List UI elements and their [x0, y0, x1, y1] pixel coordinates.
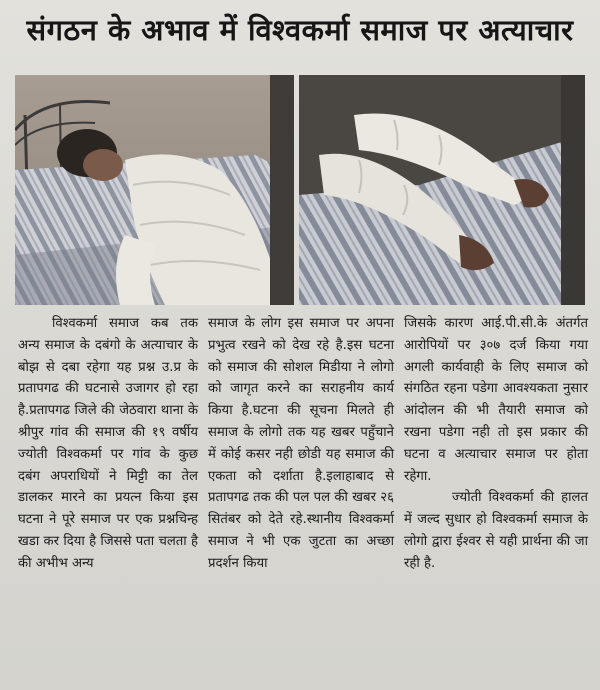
photo-patient-upper-body	[15, 75, 294, 305]
headline: संगठन के अभाव में विश्वकर्मा समाज पर अत्याचार	[26, 13, 574, 47]
article-column-1	[18, 313, 198, 575]
photo-left-illustration	[15, 75, 294, 305]
photo-bandaged-legs	[299, 75, 585, 305]
article-column-2	[208, 313, 394, 575]
article-column-3	[404, 313, 588, 575]
column-3-paragraph-2: ज्योती विश्वकर्मा की हालत में जल्द सुधार हो विश्वकर्मा समाज के लोगो द्वारा ईश्वर से यही प्रार्थना की जा रही है.	[404, 490, 588, 571]
column-1-text: विश्वकर्मा समाज कब तक अन्य समाज के दबंगो के अत्याचार के बोझ से दबा रहेगा यह प्रश्न उ.प्र के प्रतापगढ की घटनासे उजागर हो रहा है.प्रतापगढ जिले की जेठवारा थाना के श्रीपुर गांव की समाज की १९ वर्षीय ज्योती विश्वकर्मा पर गांव के कुछ दबंग अपराधियों ने मिट्टी का तेल डालकर मारने का प्रयत्न किया इस घटना ने पूरे समाज पर एक प्रश्नचिन्ह खडा कर दिया है जिससे पता चलता है की अभीभ अन्य	[18, 316, 198, 571]
column-3-paragraph-1: जिसके कारण आई.पी.सी.के अंतर्गत आरोपियों पर ३०७ दर्ज किया गया अगली कार्यवाही के लिए समाज को संगठित रहना पडेगा आवश्यकता नुसार आंदोलन की भी तैयारी समाज को रखना पडेगा नही तो इस प्रकार की घटना व अत्याचार समाज पर होता रहेगा.	[404, 316, 588, 484]
column-2-text: समाज के लोग इस समाज पर अपना प्रभुत्व रखने को देख रहे है.इस घटना को समाज की सोशल मिडीया ने लोगो को जागृत करने का सराहनीय कार्य किया है.घटना की सूचना मिलते ही समाज के लोगो तक यह खबर पहुँचाने में कोई कसर नही छोडी यह समाज की एकता को दर्शाता है.इलाहाबाद से प्रतापगढ तक की पल पल की खबर २६ सितंबर को देते रहे.स्थानीय विश्वकर्मा समाज ने भी एक जुटता का अच्छा प्रदर्शन किया	[208, 316, 394, 571]
photo-right-illustration	[299, 75, 585, 305]
